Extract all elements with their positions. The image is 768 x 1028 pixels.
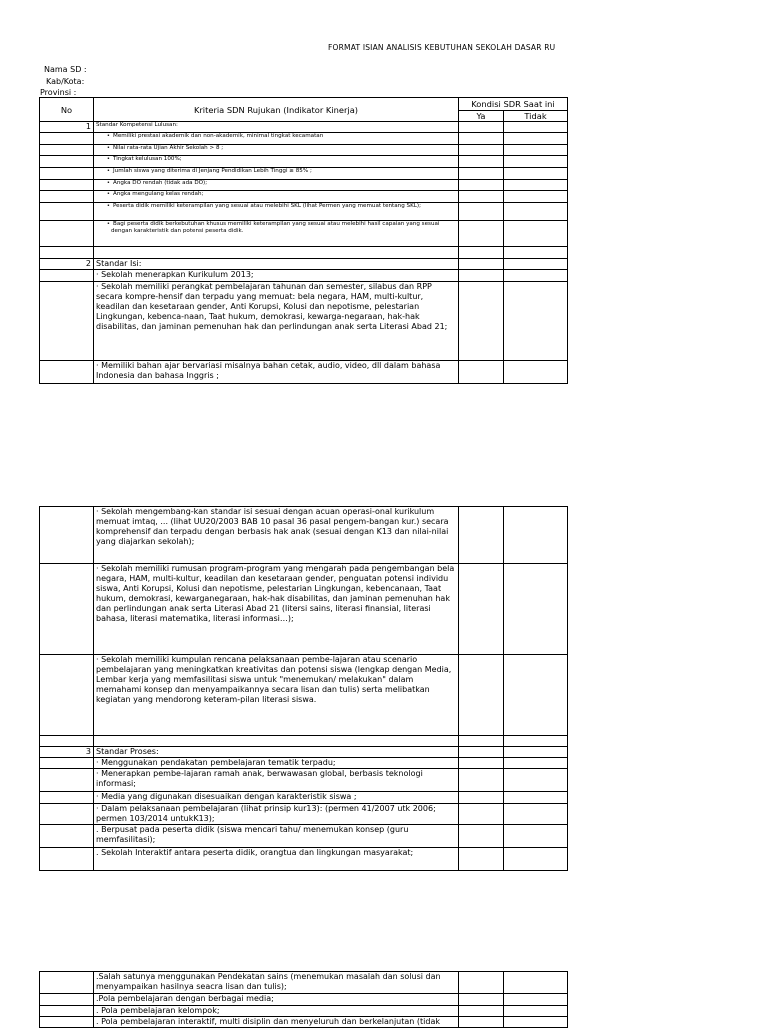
provinsi-label: Provinsi : (40, 88, 77, 97)
section-1-title: Standar Kompetensi Lulusan: (94, 122, 459, 133)
list-item: · Media yang digunakan disesuaikan dengan karakteristik siswa ; (94, 792, 459, 804)
section-3-number: 3 (40, 747, 94, 758)
list-item: · Sekolah mengembang-kan standar isi sesuai dengan acuan operasi-onal kurikulum memuat imtaq, ... (lihat UU20/2003 BAB 10 pasal 36 pasal pengem-bangan kur.) secara komprehensif dan terpadu dengan berbasis hak anak (sesuai dengan K13 dan nilai-nilai yang diajarkan sekolah); (94, 507, 459, 564)
list-item: · Sekolah memiliki rumusan program-program yang mengarah pada pengembangan bela negara, HAM, multi-kultur, keadilan dan kesetaraan gender, penguatan potensi individu siswa, Anti Korupsi, Kolusi dan nepotisme, pelestarian Lingkungan, kebencanaan, Taat hukum, demokrasi, kewarganegaraan, hak-hak disabilitas, dan jaminan pemenuhan hak dan perlindungan anak serta Literasi Abad 21 (litersi sains, literasi finansial, literasi bahasa, literasi matematika, literasi informasi…); (94, 564, 459, 655)
criteria-table-part-2 (39, 506, 568, 871)
header-kondisi: Kondisi SDR Saat ini (459, 98, 568, 111)
section-2-title: Standar Isi: (94, 259, 459, 270)
list-item: • Angka mengulang kelas rendah; (94, 191, 459, 203)
header-tidak: Tidak (504, 111, 568, 122)
list-item: • Tingkat kelulusan 100%; (94, 156, 459, 168)
nama-sd-label: Nama SD : (44, 65, 87, 74)
list-item: • Nilai rata-rata Ujian Akhir Sekolah > 8 ; (94, 145, 459, 156)
list-item: · Sekolah memiliki perangkat pembelajaran tahunan dan semester, silabus dan RPP secara kompre-hensif dan terpadu yang memuat: bela negara, HAM, multi-kultur, keadilan dan kesetaraan gender, Anti Korupsi, Kolusi dan nepotisme, pelestarian Lingkungan, kebenca-naan, Taat hukum, demokrasi, kewarga-negaraan, hak-hak disabilitas, dan jaminan pemenuhan hak dan perlindungan anak serta Literasi Abad 21; (94, 282, 459, 361)
section-3-title: Standar Proses: (94, 747, 459, 758)
list-item: • Jumlah siswa yang diterima di Jenjang Pendidikan Lebih Tinggi ≥ 85% ; (94, 168, 459, 180)
header-no: No (40, 98, 94, 122)
list-item: · Sekolah memiliki kumpulan rencana pelaksanaan pembe-lajaran atau scenario pembelajaran yang meningkatkan kreativitas dan potensi siswa (lengkap dengan Media, Lembar kerja yang memfasilitasi siswa untuk "menemukan/ melakukan" dalam memahami konsep dan menyampaikannya secara lisan dan tulis) serta melibatkan kegiatan yang mendorong keteram-pilan literasi siswa. (94, 655, 459, 736)
list-item: .Pola pembelajaran dengan berbagai media; (94, 994, 459, 1006)
section-2-number: 2 (40, 259, 94, 270)
list-item: • Peserta didik memiliki keterampilan yang sesuai atau melebihi SKL (lihat Permen yang memuat tentang SKL); (94, 203, 459, 221)
section-1-number: 1 (40, 122, 94, 133)
document-title: FORMAT ISIAN ANALISIS KEBUTUHAN SEKOLAH DASAR RU (328, 43, 556, 52)
criteria-table-part-3 (39, 971, 568, 1028)
list-item: · Sekolah menerapkan Kurikulum 2013; (94, 270, 459, 282)
header-kriteria: Kriteria SDN Rujukan (Indikator Kinerja) (94, 98, 459, 122)
list-item: · Memiliki bahan ajar bervariasi misalnya bahan cetak, audio, video, dll dalam bahasa Indonesia dan bahasa Inggris ; (94, 361, 459, 384)
list-item: · Menggunakan pendakatan pembelajaran tematik terpadu; (94, 758, 459, 769)
list-item: . Pola pembelajaran interaktif, multi disiplin dan menyeluruh dan berkelanjutan (tidak (94, 1017, 459, 1028)
header-ya: Ya (459, 111, 504, 122)
list-item: • Angka DO rendah (tidak ada DO); (94, 180, 459, 191)
list-item: . Sekolah Interaktif antara peserta didik, orangtua dan lingkungan masyarakat; (94, 848, 459, 871)
list-item: . Pola pembelajaran kelompok; (94, 1006, 459, 1017)
list-item: . Berpusat pada peserta didik (siswa mencari tahu/ menemukan konsep (guru memfasilitasi); (94, 825, 459, 848)
list-item: • Bagi peserta didik berkebutuhan khusus memiliki keterampilan yang sesuai atau melebihi hasil capaian yang sesuai dengan karakteristik dan potensi peserta didik. (94, 221, 459, 247)
list-item: · Dalam pelaksanaan pembelajaran (lihat prinsip kur13): (permen 41/2007 utk 2006; permen 103/2014 untukK13); (94, 804, 459, 825)
criteria-table-part-1 (39, 97, 568, 384)
list-item: · Menerapkan pembe-lajaran ramah anak, berwawasan global, berbasis teknologi informasi; (94, 769, 459, 792)
list-item: .Salah satunya menggunakan Pendekatan sains (menemukan masalah dan solusi dan menyampaikan hasilnya seacra lisan dan tulis); (94, 972, 459, 994)
list-item: • Memiliki prestasi akademik dan non-akademik, minimal tingkat kecamatan (94, 133, 459, 145)
kab-kota-label: Kab/Kota: (46, 77, 85, 86)
